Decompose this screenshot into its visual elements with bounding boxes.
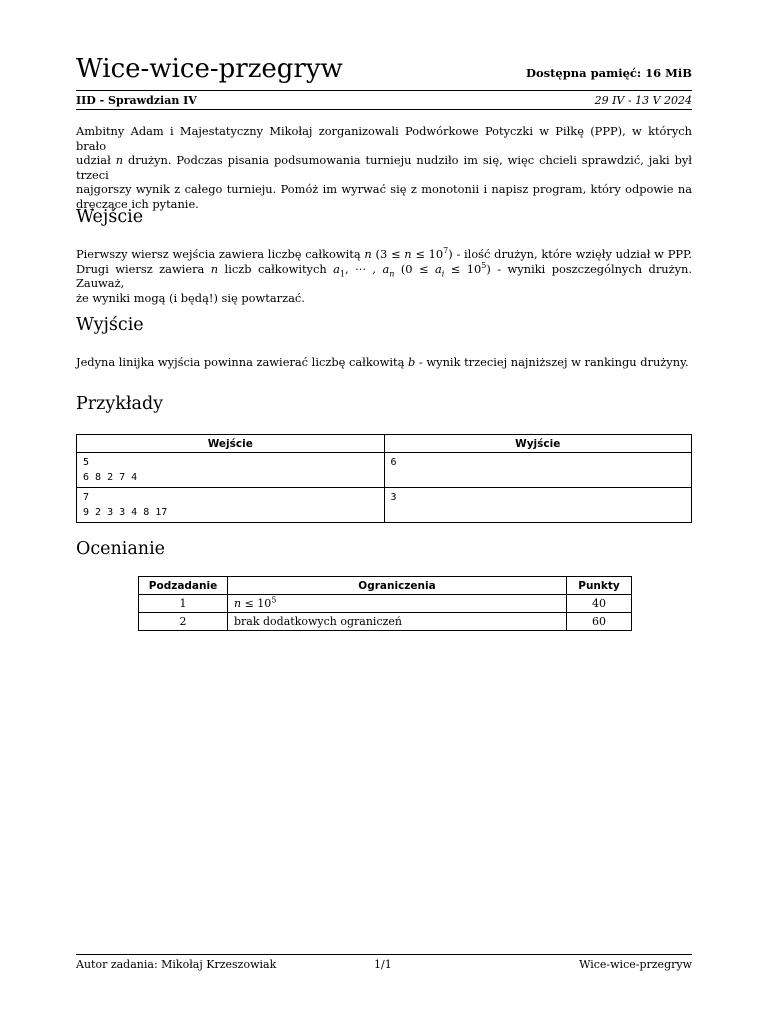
section-title-output: Wyjście bbox=[76, 315, 144, 335]
subtask-constraint: brak dodatkowych ograniczeń bbox=[228, 613, 567, 631]
examples-header-input: Wejście bbox=[77, 435, 385, 453]
intro-line: dręczące ich pytanie. bbox=[76, 196, 199, 211]
contest-dates: 29 IV - 13 V 2024 bbox=[594, 94, 692, 107]
scoring-row bbox=[139, 613, 632, 631]
subtask-id: 1 bbox=[139, 595, 228, 613]
intro-line: udział n drużyn. Podczas pisania podsumowania turnieju nudziło im się, więc chcieli sprawdzić, jaki był trzeci bbox=[76, 153, 692, 182]
scoring-header-points: Punkty bbox=[567, 577, 632, 595]
examples-table bbox=[76, 434, 692, 523]
header bbox=[76, 52, 692, 88]
section-title-examples: Przykłady bbox=[76, 394, 164, 414]
memory-limit: Dostępna pamięć: 16 MiB bbox=[525, 66, 692, 80]
section-title-scoring: Ocenianie bbox=[76, 539, 166, 559]
scoring-header-subtask: Podzadanie bbox=[139, 577, 228, 595]
footer-author: Autor zadania: Mikołaj Krzeszowiak bbox=[76, 958, 277, 971]
footer bbox=[76, 958, 692, 974]
examples-header-output: Wyjście bbox=[384, 435, 692, 453]
subtask-constraint: $n \le 10^5$ bbox=[228, 595, 567, 613]
input-paragraph bbox=[76, 247, 692, 305]
intro-line: Ambitny Adam i Majestatyczny Mikołaj zorganizowali Podwórkowe Potyczki w Piłkę (PPP), w których brało bbox=[76, 124, 692, 153]
contest-name: IID - Sprawdzian IV bbox=[76, 94, 197, 107]
task-title: Wice-wice-przegryw bbox=[76, 54, 343, 84]
subtask-points: 40 bbox=[567, 595, 632, 613]
example-input: 5 6 8 2 7 4 bbox=[77, 453, 385, 488]
input-line: Drugi wiersz zawiera n liczb całkowitych $a_1$, ··· , $a_n$ $(0 \le a_i \le 10^5)$ - wyniki poszczególnych drużyn. Zauważ, bbox=[76, 260, 692, 291]
section-title-input: Wejście bbox=[76, 207, 144, 227]
footer-task-name: Wice-wice-przegryw bbox=[579, 958, 692, 971]
intro-line: najgorszy wynik z całego turnieju. Pomóż im wyrwać się z monotonii i napisz program, który odpowie na bbox=[76, 182, 692, 197]
intro-paragraph bbox=[76, 124, 692, 212]
example-row bbox=[77, 453, 692, 488]
scoring-table bbox=[138, 576, 632, 631]
input-line: Pierwszy wiersz wejścia zawiera liczbę całkowitą n $(3 \le n \le 10^7)$ - ilość drużyn, które wzięły udział w PPP. bbox=[76, 246, 692, 261]
document-page bbox=[76, 0, 692, 1024]
output-line: Jedyna linijka wyjścia powinna zawierać liczbę całkowitą b - wynik trzeciej najniższej w rankingu drużyny. bbox=[76, 355, 689, 369]
subtask-id: 2 bbox=[139, 613, 228, 631]
input-line: że wyniki mogą (i będą!) się powtarzać. bbox=[76, 290, 305, 305]
output-paragraph bbox=[76, 355, 692, 370]
example-input: 7 9 2 3 3 4 8 17 bbox=[77, 488, 385, 523]
header-rule bbox=[76, 90, 692, 91]
footer-rule bbox=[76, 954, 692, 955]
scoring-header-constraints: Ograniczenia bbox=[228, 577, 567, 595]
example-output: 3 bbox=[384, 488, 692, 523]
footer-page-number: 1/1 bbox=[374, 958, 392, 971]
example-row bbox=[77, 488, 692, 523]
example-output: 6 bbox=[384, 453, 692, 488]
scoring-row bbox=[139, 595, 632, 613]
subheader-rule bbox=[76, 109, 692, 110]
subtask-points: 60 bbox=[567, 613, 632, 631]
subheader bbox=[76, 94, 692, 110]
